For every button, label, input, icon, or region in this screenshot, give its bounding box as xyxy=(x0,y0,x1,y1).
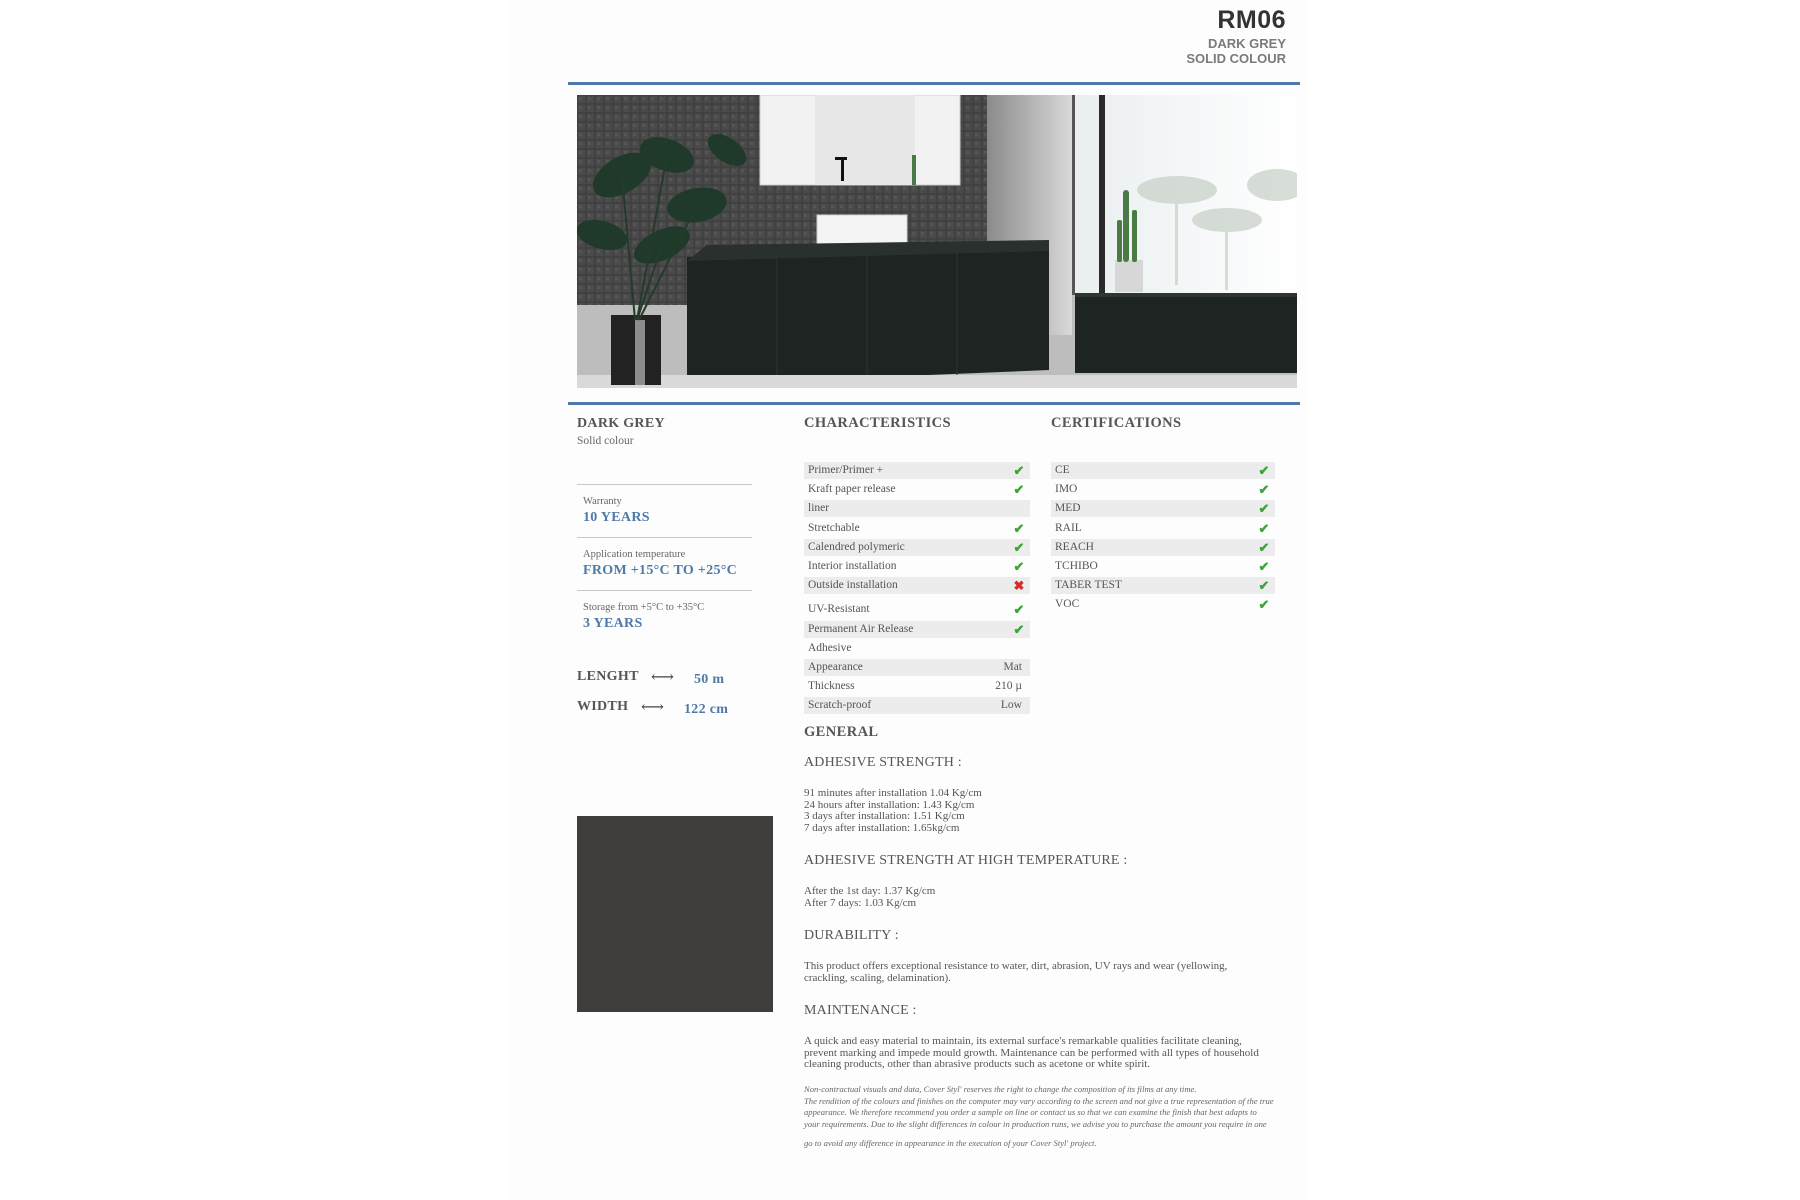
width-value: 122 cm xyxy=(684,702,729,717)
row-label: Calendred polymeric xyxy=(808,540,905,553)
divider xyxy=(577,484,752,485)
color-swatch xyxy=(577,816,773,1012)
maintenance-title: MAINTENANCE : xyxy=(804,1003,917,1018)
row-label: Primer/Primer + xyxy=(808,464,884,476)
adhesive-strength-text xyxy=(804,788,982,834)
checkmark-icon: ✔ xyxy=(1258,559,1270,574)
table-row xyxy=(804,558,1030,575)
text-line: 91 minutes after installation 1.04 Kg/cm xyxy=(804,787,982,799)
checkmark-icon: ✔ xyxy=(1258,578,1270,594)
certifications-title: CERTIFICATIONS xyxy=(1051,415,1182,431)
header-rule xyxy=(568,82,1300,85)
product-subtitle: Solid colour xyxy=(577,435,634,447)
maintenance-text xyxy=(804,1036,1259,1071)
section-rule xyxy=(568,402,1300,405)
storage-label: Storage from +5°C to +35°C xyxy=(583,602,705,613)
row-label: VOC xyxy=(1055,598,1080,611)
text-line: This product offers exceptional resistance to water, dirt, abrasion, UV rays and wear (yellowing, xyxy=(804,960,1228,972)
checkmark-icon: ✔ xyxy=(1013,482,1025,498)
row-label: TABER TEST xyxy=(1055,579,1122,592)
table-row xyxy=(804,539,1030,556)
row-value: 210 µ xyxy=(995,680,1022,693)
checkmark-icon: ✔ xyxy=(1258,482,1270,498)
table-row xyxy=(804,462,1030,479)
table-row xyxy=(804,697,1030,714)
text-line: After 7 days: 1.03 Kg/cm xyxy=(804,896,917,909)
table-row xyxy=(804,520,1030,537)
row-value: Mat xyxy=(1003,661,1022,673)
table-row xyxy=(1051,596,1275,613)
product-name: DARK GREY xyxy=(577,416,665,431)
table-row xyxy=(804,659,1030,676)
app-temp-label: Application temperature xyxy=(583,549,686,560)
table-row xyxy=(804,621,1030,638)
disclaimer-line: The rendition of the colours and finishes on the computer may vary according to the screen and not give a true representation of the true xyxy=(804,1095,1274,1106)
row-label: MED xyxy=(1055,502,1081,515)
text-line: crackling, scaling, delamination). xyxy=(804,971,951,984)
checkmark-icon: ✔ xyxy=(1258,539,1270,555)
text-line: prevent marking and impede mould growth. Maintenance can be performed with all types of household xyxy=(804,1046,1259,1059)
row-label: TCHIBO xyxy=(1055,560,1098,572)
warranty-label: Warranty xyxy=(583,496,622,507)
cross-icon: ✖ xyxy=(1013,578,1025,594)
divider xyxy=(577,590,752,591)
hero-image xyxy=(577,95,1297,388)
checkmark-icon: ✔ xyxy=(1013,602,1025,618)
row-label: Adhesive xyxy=(808,641,852,654)
row-label: RAIL xyxy=(1055,521,1082,534)
double-arrow-icon: ⟷ xyxy=(651,669,674,686)
row-label: Outside installation xyxy=(808,579,898,592)
row-label: Permanent Air Release xyxy=(808,622,914,635)
product-code: RM06 xyxy=(1217,6,1286,34)
text-line: 7 days after installation: 1.65kg/cm xyxy=(804,821,960,834)
disclaimer xyxy=(804,1084,1274,1150)
row-value: Low xyxy=(1000,699,1022,712)
durability-title: DURABILITY : xyxy=(804,928,899,943)
checkmark-icon: ✔ xyxy=(1013,539,1025,555)
app-temp-value: FROM +15°C TO +25°C xyxy=(583,563,738,578)
table-row xyxy=(804,678,1030,695)
table-row xyxy=(1051,539,1275,556)
text-line: cleaning products, other than abrasive products such as acetone or white spirit. xyxy=(804,1058,1151,1070)
disclaimer-line: appearance. We therefore recommend you order a sample on line or contact us so that we can examine the finish that best adapts to xyxy=(804,1107,1257,1117)
storage-value: 3 YEARS xyxy=(583,616,643,631)
table-row xyxy=(1051,481,1275,498)
checkmark-icon: ✔ xyxy=(1258,501,1270,517)
product-color-name: DARK GREY xyxy=(1207,36,1286,51)
disclaimer-line: go to avoid any difference in appearance in the execution of your Cover Styl' project. xyxy=(804,1138,1097,1148)
row-label: IMO xyxy=(1055,483,1078,496)
product-finish: SOLID COLOUR xyxy=(1186,51,1286,66)
checkmark-icon: ✔ xyxy=(1013,520,1025,536)
characteristics-title: CHARACTERISTICS xyxy=(804,415,952,431)
table-row xyxy=(804,481,1030,498)
table-row xyxy=(1051,462,1275,479)
table-row xyxy=(804,577,1030,594)
row-label: Kraft paper release xyxy=(808,483,896,496)
checkmark-icon: ✔ xyxy=(1258,520,1270,536)
table-row xyxy=(804,601,1030,618)
disclaimer-line: your requirements. Due to the slight differences in colour in production runs, we advise you to purchase the amount you require in one xyxy=(804,1118,1267,1129)
text-line: A quick and easy material to maintain, its external surface's remarkable qualities facilitate cleaning, xyxy=(804,1035,1242,1047)
row-label: Appearance xyxy=(808,661,863,673)
double-arrow-icon: ⟷ xyxy=(641,699,664,716)
row-label: Thickness xyxy=(808,680,855,693)
text-line: 3 days after installation: 1.51 Kg/cm xyxy=(804,810,965,822)
checkmark-icon: ✔ xyxy=(1013,559,1025,574)
checkmark-icon: ✔ xyxy=(1013,621,1025,637)
high-temp-title: ADHESIVE STRENGTH AT HIGH TEMPERATURE : xyxy=(804,853,1128,868)
row-label: liner xyxy=(808,502,830,515)
row-label: Stretchable xyxy=(808,521,860,534)
text-line: After the 1st day: 1.37 Kg/cm xyxy=(804,885,936,897)
row-label: Scratch-proof xyxy=(808,699,872,712)
table-row xyxy=(804,500,1030,517)
table-row xyxy=(1051,500,1275,517)
row-label: Interior installation xyxy=(808,560,897,572)
table-row xyxy=(804,640,1030,657)
checkmark-icon: ✔ xyxy=(1258,463,1270,478)
warranty-value: 10 YEARS xyxy=(583,510,650,525)
length-value: 50 m xyxy=(694,672,725,687)
high-temp-text xyxy=(804,886,935,909)
table-row xyxy=(1051,520,1275,537)
checkmark-icon: ✔ xyxy=(1258,597,1270,613)
row-label: UV-Resistant xyxy=(808,603,870,616)
disclaimer-line: Non-contractual visuals and data, Cover Styl' reserves the right to change the composition of its films at any time. xyxy=(804,1084,1197,1094)
length-label: LENGHT xyxy=(577,669,639,684)
row-label: REACH xyxy=(1055,540,1094,553)
adhesive-strength-title: ADHESIVE STRENGTH : xyxy=(804,755,962,770)
table-row xyxy=(1051,577,1275,594)
width-label: WIDTH xyxy=(577,699,629,714)
durability-text xyxy=(804,961,1227,984)
table-row xyxy=(1051,558,1275,575)
divider xyxy=(577,537,752,538)
row-label: CE xyxy=(1055,464,1070,476)
product-sheet xyxy=(508,0,1308,1200)
general-title: GENERAL xyxy=(804,724,879,740)
text-line: 24 hours after installation: 1.43 Kg/cm xyxy=(804,798,975,811)
checkmark-icon: ✔ xyxy=(1013,463,1025,478)
